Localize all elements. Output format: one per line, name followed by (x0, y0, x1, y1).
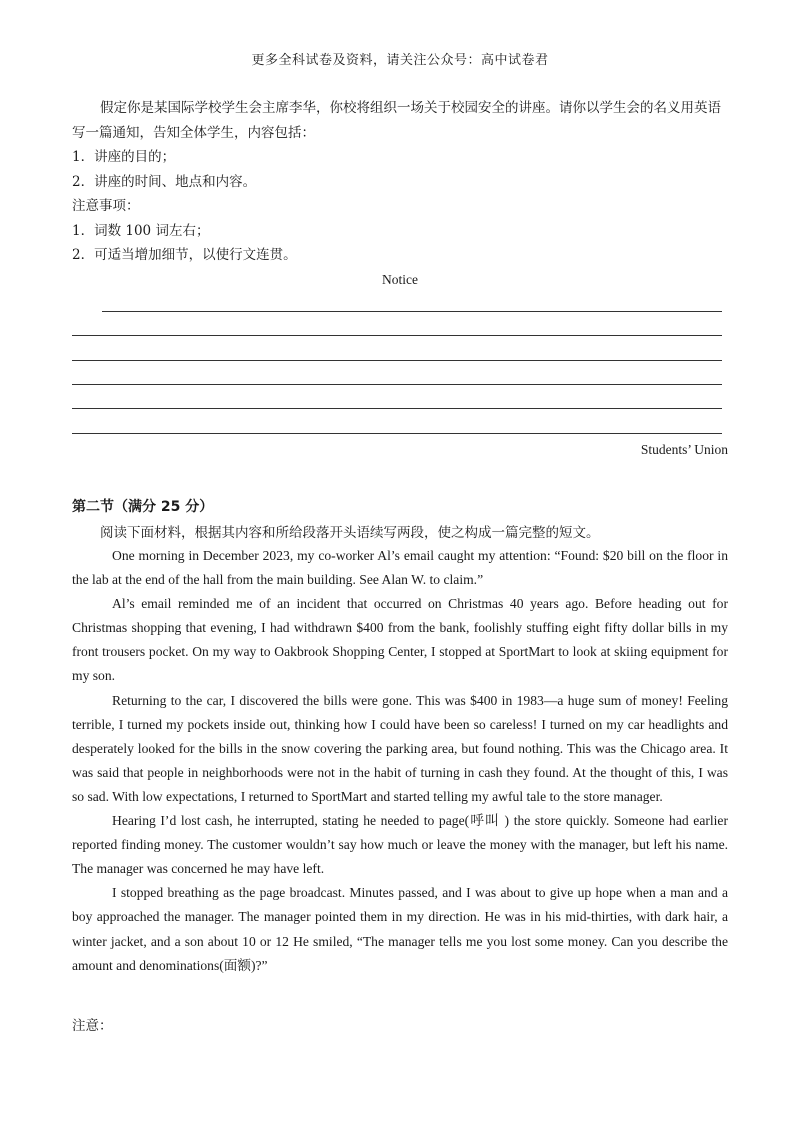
writing-task (72, 96, 728, 292)
content-item: 2．讲座的时间、地点和内容。 (72, 173, 257, 190)
answer-line (72, 335, 722, 336)
answer-line (72, 408, 722, 409)
answer-line (72, 433, 722, 434)
notice-title: Notice (382, 271, 418, 287)
page-header: 更多全科试卷及资料，请关注公众号：高中试卷君 (251, 53, 549, 68)
story-passage (72, 544, 728, 978)
story-paragraph: Al’s email reminded me of an incident that occurred on Christmas 40 years ago. Before heading out for Christmas shopping that evening, I had withdrawn $400 from the bank, foolishly stuffing eight fifty dollar bills in my front trousers pocket. On my way to Oakbrook Shopping Center, I stopped at SportMart to look at skiing equipment for my son. (72, 596, 728, 684)
task-prompt: 假定你是某国际学校学生会主席李华，你校将组织一场关于校园安全的讲座。请你以学生会的名义用英语写一篇通知，告知全体学生，内容包括： (72, 100, 721, 141)
notes-label: 注意事项： (72, 198, 140, 214)
note-label: 注意： (72, 1018, 113, 1034)
story-paragraph: Hearing I’d lost cash, he interrupted, stating he needed to page(呼叫 ) the store quickly. Someone had earlier reported finding money. The customer wouldn’t say how much or leave the money with the manager, but left his name. The manager was concerned he may have left. (72, 813, 728, 877)
story-paragraph: I stopped breathing as the page broadcast. Minutes passed, and I was about to give up hope when a man and a boy approached the manager. The manager pointed them in my direction. He was in his mid-thirties, with dark hair, a winter jacket, and a son about 10 or 12 He smiled, “The manager tells me you lost some money. Can you describe the amount and denominations(面额)?” (72, 885, 728, 973)
note-item: 1．词数 100 词左右； (72, 222, 210, 239)
answer-line (72, 360, 722, 361)
signoff: Students’ Union (640, 442, 728, 457)
note-item: 2．可适当增加细节，以使行文连贯。 (72, 247, 297, 263)
content-item: 1．讲座的目的； (72, 149, 176, 165)
story-paragraph: One morning in December 2023, my co-worker Al’s email caught my attention: “Found: $20 bill on the floor in the lab at the end of the hall from the main building. See Alan W. to claim.” (72, 548, 728, 588)
section-instruction: 阅读下面材料，根据其内容和所给段落开头语续写两段，使之构成一篇完整的短文。 (100, 525, 600, 541)
answer-line (102, 311, 722, 312)
section-title: 第二节（满分 25 分） (72, 499, 214, 515)
answer-line (72, 384, 722, 385)
story-paragraph: Returning to the car, I discovered the bills were gone. This was $400 in 1983—a huge sum of money! Feeling terrible, I turned my pockets inside out, thinking how I could have been so careless! I turned on my car headlights and desperately looked for the bills in the snow covering the parking area, but found nothing. This was the Chicago area. It was said that people in neighborhoods were not in the habit of turning in cash they found. At the thought of this, I was so sad. With low expectations, I returned to SportMart and started telling my awful tale to the store manager. (72, 692, 728, 804)
